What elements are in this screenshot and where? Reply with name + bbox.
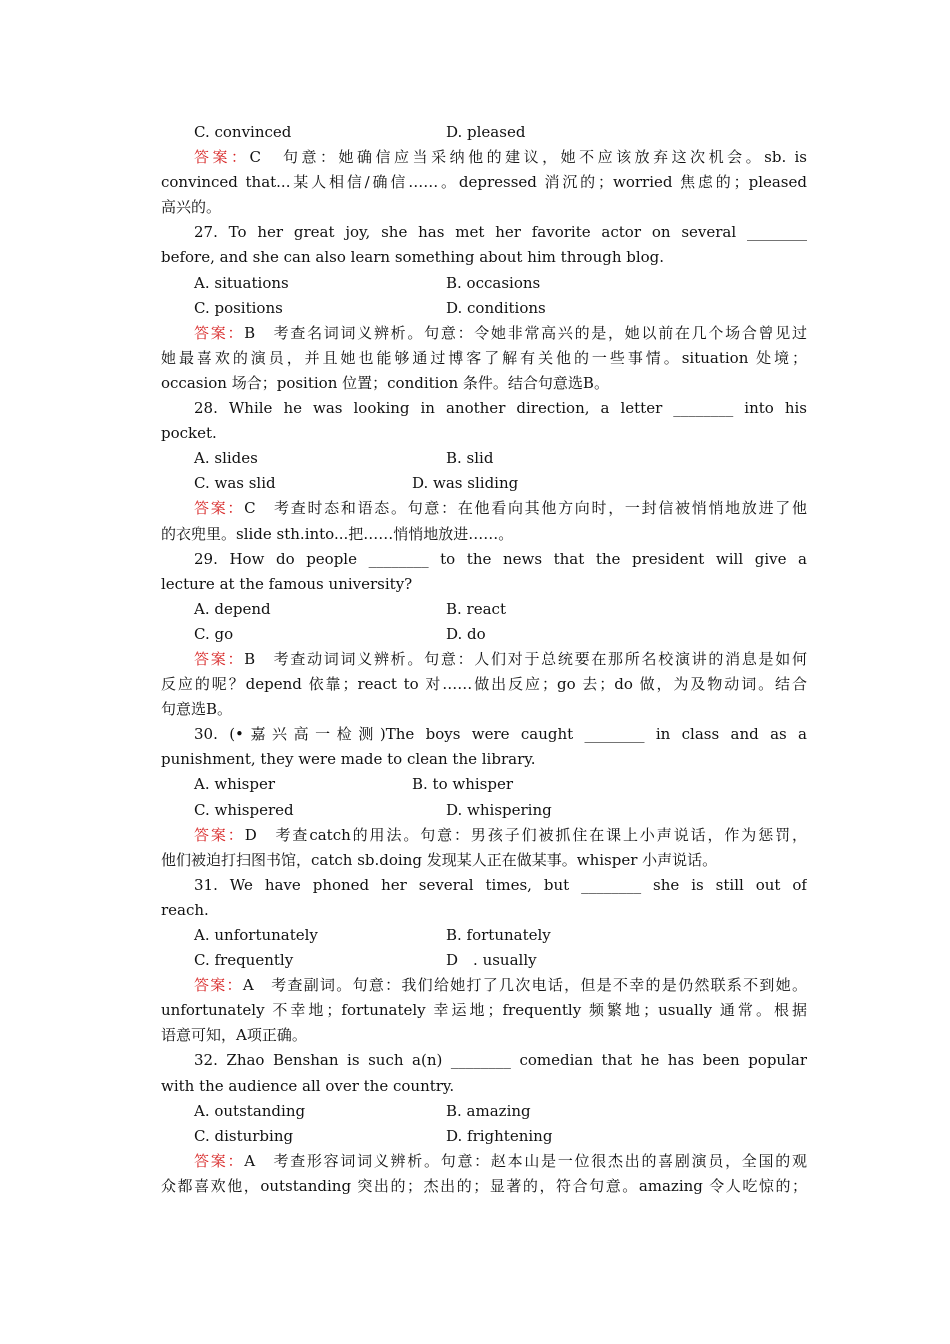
- text-line: 他们被迫打扫图书馆，catch sb.doing 发现某人正在做某事。whisper 小声说话。: [161, 850, 718, 869]
- answer-line: [161, 1149, 807, 1174]
- option-text: B. slid: [446, 449, 494, 468]
- option-text: D. do: [446, 624, 486, 643]
- option-text: D. pleased: [446, 123, 526, 141]
- option-row: [161, 471, 807, 496]
- option-text: D. conditions: [446, 298, 546, 317]
- answer-text: A 考查副词。句意：我们给她打了几次电话，但是不幸的是仍然联系不到她。: [242, 976, 807, 995]
- question-line: 30. (•嘉兴高一检测)The boys were caught ________ in class and as a: [194, 725, 807, 744]
- option-text: B. react: [446, 599, 506, 618]
- option-text: C. frequently: [194, 951, 294, 970]
- option-row: [161, 296, 807, 321]
- text-line: pocket.: [161, 424, 217, 443]
- answer-line: [161, 973, 807, 998]
- option-text: D. frightening: [446, 1126, 553, 1145]
- text-line: with the audience all over the country.: [161, 1076, 455, 1095]
- text-line: 高兴的。: [161, 198, 222, 217]
- option-text: D. was sliding: [412, 474, 519, 493]
- text-line: punishment, they were made to clean the library.: [161, 750, 536, 769]
- answer-text: B 考查名词词义辨析。句意：令她非常高兴的是，她以前在几个场合曾见过: [244, 323, 807, 342]
- answer-line: [161, 145, 807, 170]
- answer-label: 答案：: [194, 976, 243, 995]
- option-text: B. fortunately: [446, 926, 551, 944]
- option-row: [161, 446, 807, 471]
- option-text: C. convinced: [194, 123, 292, 141]
- document-page: [161, 120, 807, 1199]
- answer-label: 答案：: [194, 649, 245, 668]
- option-text: D . usually: [446, 951, 537, 970]
- text-line: occasion 场合；position 位置；condition 条件。结合句意选B。: [161, 373, 609, 392]
- option-text: B. occasions: [446, 273, 541, 292]
- question-line: 31. We have phoned her several times, but ________ she is still out of: [194, 875, 807, 894]
- option-row: [161, 923, 807, 948]
- question-line: 28. While he was looking in another direction, a letter ________ into his: [194, 399, 807, 418]
- option-row: [161, 1099, 807, 1124]
- question-line: 27. To her great joy, she has met her favorite actor on several ________: [194, 223, 807, 242]
- option-text: C. was slid: [194, 474, 276, 493]
- answer-line: [161, 647, 807, 672]
- text-line: 反应的呢？depend 依靠；react to 对……做出反应；go 去；do 做，为及物动词。结合: [161, 675, 807, 694]
- option-row: [161, 120, 807, 145]
- text-line: before, and she can also learn something about him through blog.: [161, 248, 665, 267]
- answer-label: 答案：: [194, 825, 245, 844]
- answer-line: [161, 321, 807, 346]
- answer-text: C 句意：她确信应当采纳他的建议，她不应该放弃这次机会。sb. is: [249, 148, 807, 167]
- option-text: A. slides: [194, 449, 258, 468]
- answer-label: 答案：: [194, 499, 245, 518]
- option-row: [161, 798, 807, 823]
- option-text: C. whispered: [194, 800, 294, 819]
- text-line: 众都喜欢他，outstanding 突出的；杰出的；显著的，符合句意。amazing 令人吃惊的；: [161, 1176, 807, 1195]
- question-line: 32. Zhao Benshan is such a(n) ________ comedian that he has been popular: [194, 1051, 807, 1070]
- text-line: unfortunately 不幸地；fortunately 幸运地；frequently 频繁地；usually 通常。根据: [161, 1001, 807, 1020]
- text-line: convinced that...某人相信/确信……。depressed 消沉的；worried 焦虑的；pleased: [161, 173, 807, 192]
- answer-text: A 考查形容词词义辨析。句意：赵本山是一位很杰出的喜剧演员，全国的观: [244, 1151, 807, 1170]
- answer-line: [161, 823, 807, 848]
- text-line: 她最喜欢的演员，并且她也能够通过博客了解有关他的一些事情。situation 处境；: [161, 348, 807, 367]
- option-text: B. amazing: [446, 1101, 531, 1120]
- option-text: C. go: [194, 624, 234, 643]
- answer-label: 答案：: [194, 1151, 245, 1170]
- option-text: A. unfortunately: [194, 926, 318, 944]
- answer-text: C 考查时态和语态。句意：在他看向其他方向时，一封信被悄悄地放进了他: [244, 499, 807, 518]
- text-line: 句意选B。: [161, 700, 233, 719]
- option-row: [161, 1124, 807, 1149]
- option-row: [161, 271, 807, 296]
- option-text: A. situations: [194, 273, 289, 292]
- option-text: C. positions: [194, 298, 283, 317]
- option-text: A. depend: [194, 599, 271, 618]
- text-line: 语意可知，A项正确。: [161, 1026, 307, 1045]
- answer-text: B 考查动词词义辨析。句意：人们对于总统要在那所名校演讲的消息是如何: [244, 649, 807, 668]
- option-row: [161, 772, 807, 797]
- option-text: D. whispering: [446, 800, 552, 819]
- answer-label: 答案：: [194, 323, 245, 342]
- text-line: lecture at the famous university?: [161, 574, 413, 593]
- text-line: 的衣兜里。slide sth.into...把……悄悄地放进……。: [161, 524, 514, 543]
- option-text: A. whisper: [194, 775, 276, 794]
- text-line: reach.: [161, 900, 209, 919]
- answer-text: D 考查catch的用法。句意：男孩子们被抓住在课上小声说话，作为惩罚，: [244, 825, 807, 844]
- answer-line: [161, 496, 807, 521]
- option-text: B. to whisper: [412, 775, 514, 794]
- option-row: [161, 622, 807, 647]
- question-line: 29. How do people ________ to the news that the president will give a: [194, 549, 807, 568]
- option-text: C. disturbing: [194, 1126, 294, 1145]
- option-row: [161, 597, 807, 622]
- answer-label: 答案：: [194, 148, 250, 167]
- option-text: A. outstanding: [194, 1101, 306, 1120]
- option-row: [161, 948, 807, 973]
